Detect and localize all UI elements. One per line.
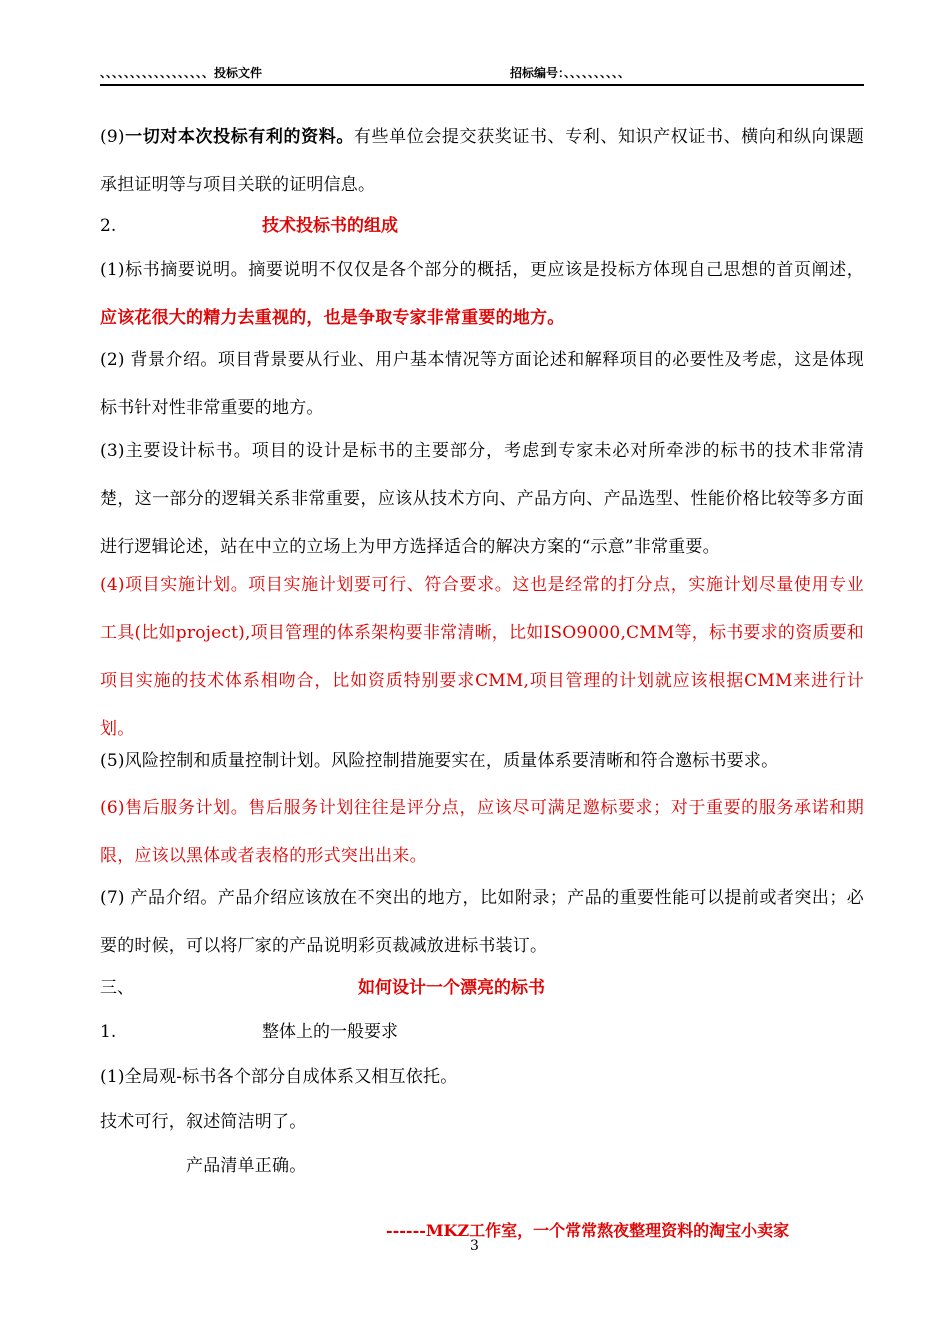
paragraph-3: (3)主要设计标书。项目的设计是标书的主要部分，考虑到专家未必对所牵涉的标书的技术非常清楚，这一部分的逻辑关系非常重要，应该从技术方向、产品方向、产品选型、性能价格比较等多方面进行逻辑论述，站在中立的立场上为甲方选择适合的解决方案的“示意”非常重要。 bbox=[100, 441, 864, 557]
paragraph-9 bbox=[100, 113, 864, 209]
p9-body: 有些单位会提交获奖证书、专利、知识产权证书、横向和纵向课题承担证明等与项目关联的证明信息。 bbox=[100, 127, 864, 195]
section-2-number: 2. bbox=[100, 216, 117, 236]
p9-lead: (9) bbox=[100, 127, 125, 147]
p9-bold-lead: 一切对本次投标有利的资料。 bbox=[124, 127, 354, 147]
paragraph-1 bbox=[100, 246, 864, 342]
footer-promo-note: ------MKZ工作室，一个常常熬夜整理资料的淘宝小卖家 bbox=[386, 1221, 790, 1240]
header-left-text: 、、、、、、、、、、、、、、、、、、投标文件 bbox=[100, 66, 263, 80]
requirement-line-product: 产品清单正确。 bbox=[186, 1156, 307, 1176]
paragraph-2: (2) 背景介绍。项目背景要从行业、用户基本情况等方面论述和解释项目的必要性及考虑，这是体现标书针对性非常重要的地方。 bbox=[100, 350, 864, 418]
paragraph-4: (4)项目实施计划。项目实施计划要可行、符合要求。这也是经常的打分点，实施计划尽量使用专业工具(比如project),项目管理的体系架构要非常清晰，比如ISO9000,CMM等，标书要求的资质要和项目实施的技术体系相吻合，比如资质特别要求CMM,项目管理的计划就应该根据CMM来进行计划。 bbox=[100, 575, 864, 739]
paragraph-7: (7) 产品介绍。产品介绍应该放在不突出的地方，比如附录；产品的重要性能可以提前或者突出；必要的时候，可以将厂家的产品说明彩页裁减放进标书装订。 bbox=[100, 888, 864, 956]
item-1: (1)全局观-标书各个部分自成体系又相互依托。 bbox=[100, 1067, 458, 1087]
page-number: 3 bbox=[470, 1238, 479, 1254]
section-3-title: 如何设计一个漂亮的标书 bbox=[358, 978, 545, 998]
section-2-title: 技术投标书的组成 bbox=[262, 216, 398, 236]
section-3-number: 三、 bbox=[100, 978, 134, 998]
page-header bbox=[100, 62, 864, 86]
paragraph-6: (6)售后服务计划。售后服务计划往往是评分点，应该尽可满足邀标要求；对于重要的服务承诺和期限，应该以黑体或者表格的形式突出出来。 bbox=[100, 798, 864, 866]
subsection-1-number: 1. bbox=[100, 1022, 117, 1042]
paragraph-5: (5)风险控制和质量控制计划。风险控制措施要实在，质量体系要清晰和符合邀标书要求。 bbox=[100, 751, 779, 771]
p1-red-emphasis: 应该花很大的精力去重视的，也是争取专家非常重要的地方。 bbox=[100, 308, 565, 328]
requirement-line-tech: 技术可行，叙述简洁明了。 bbox=[100, 1112, 307, 1132]
header-bid-number: 招标编号：、、、、、、、、、、 bbox=[510, 66, 631, 80]
subsection-1-title: 整体上的一般要求 bbox=[262, 1022, 398, 1042]
p1-body: (1)标书摘要说明。摘要说明不仅仅是各个部分的概括，更应该是投标方体现自己思想的首页阐述， bbox=[100, 260, 864, 280]
